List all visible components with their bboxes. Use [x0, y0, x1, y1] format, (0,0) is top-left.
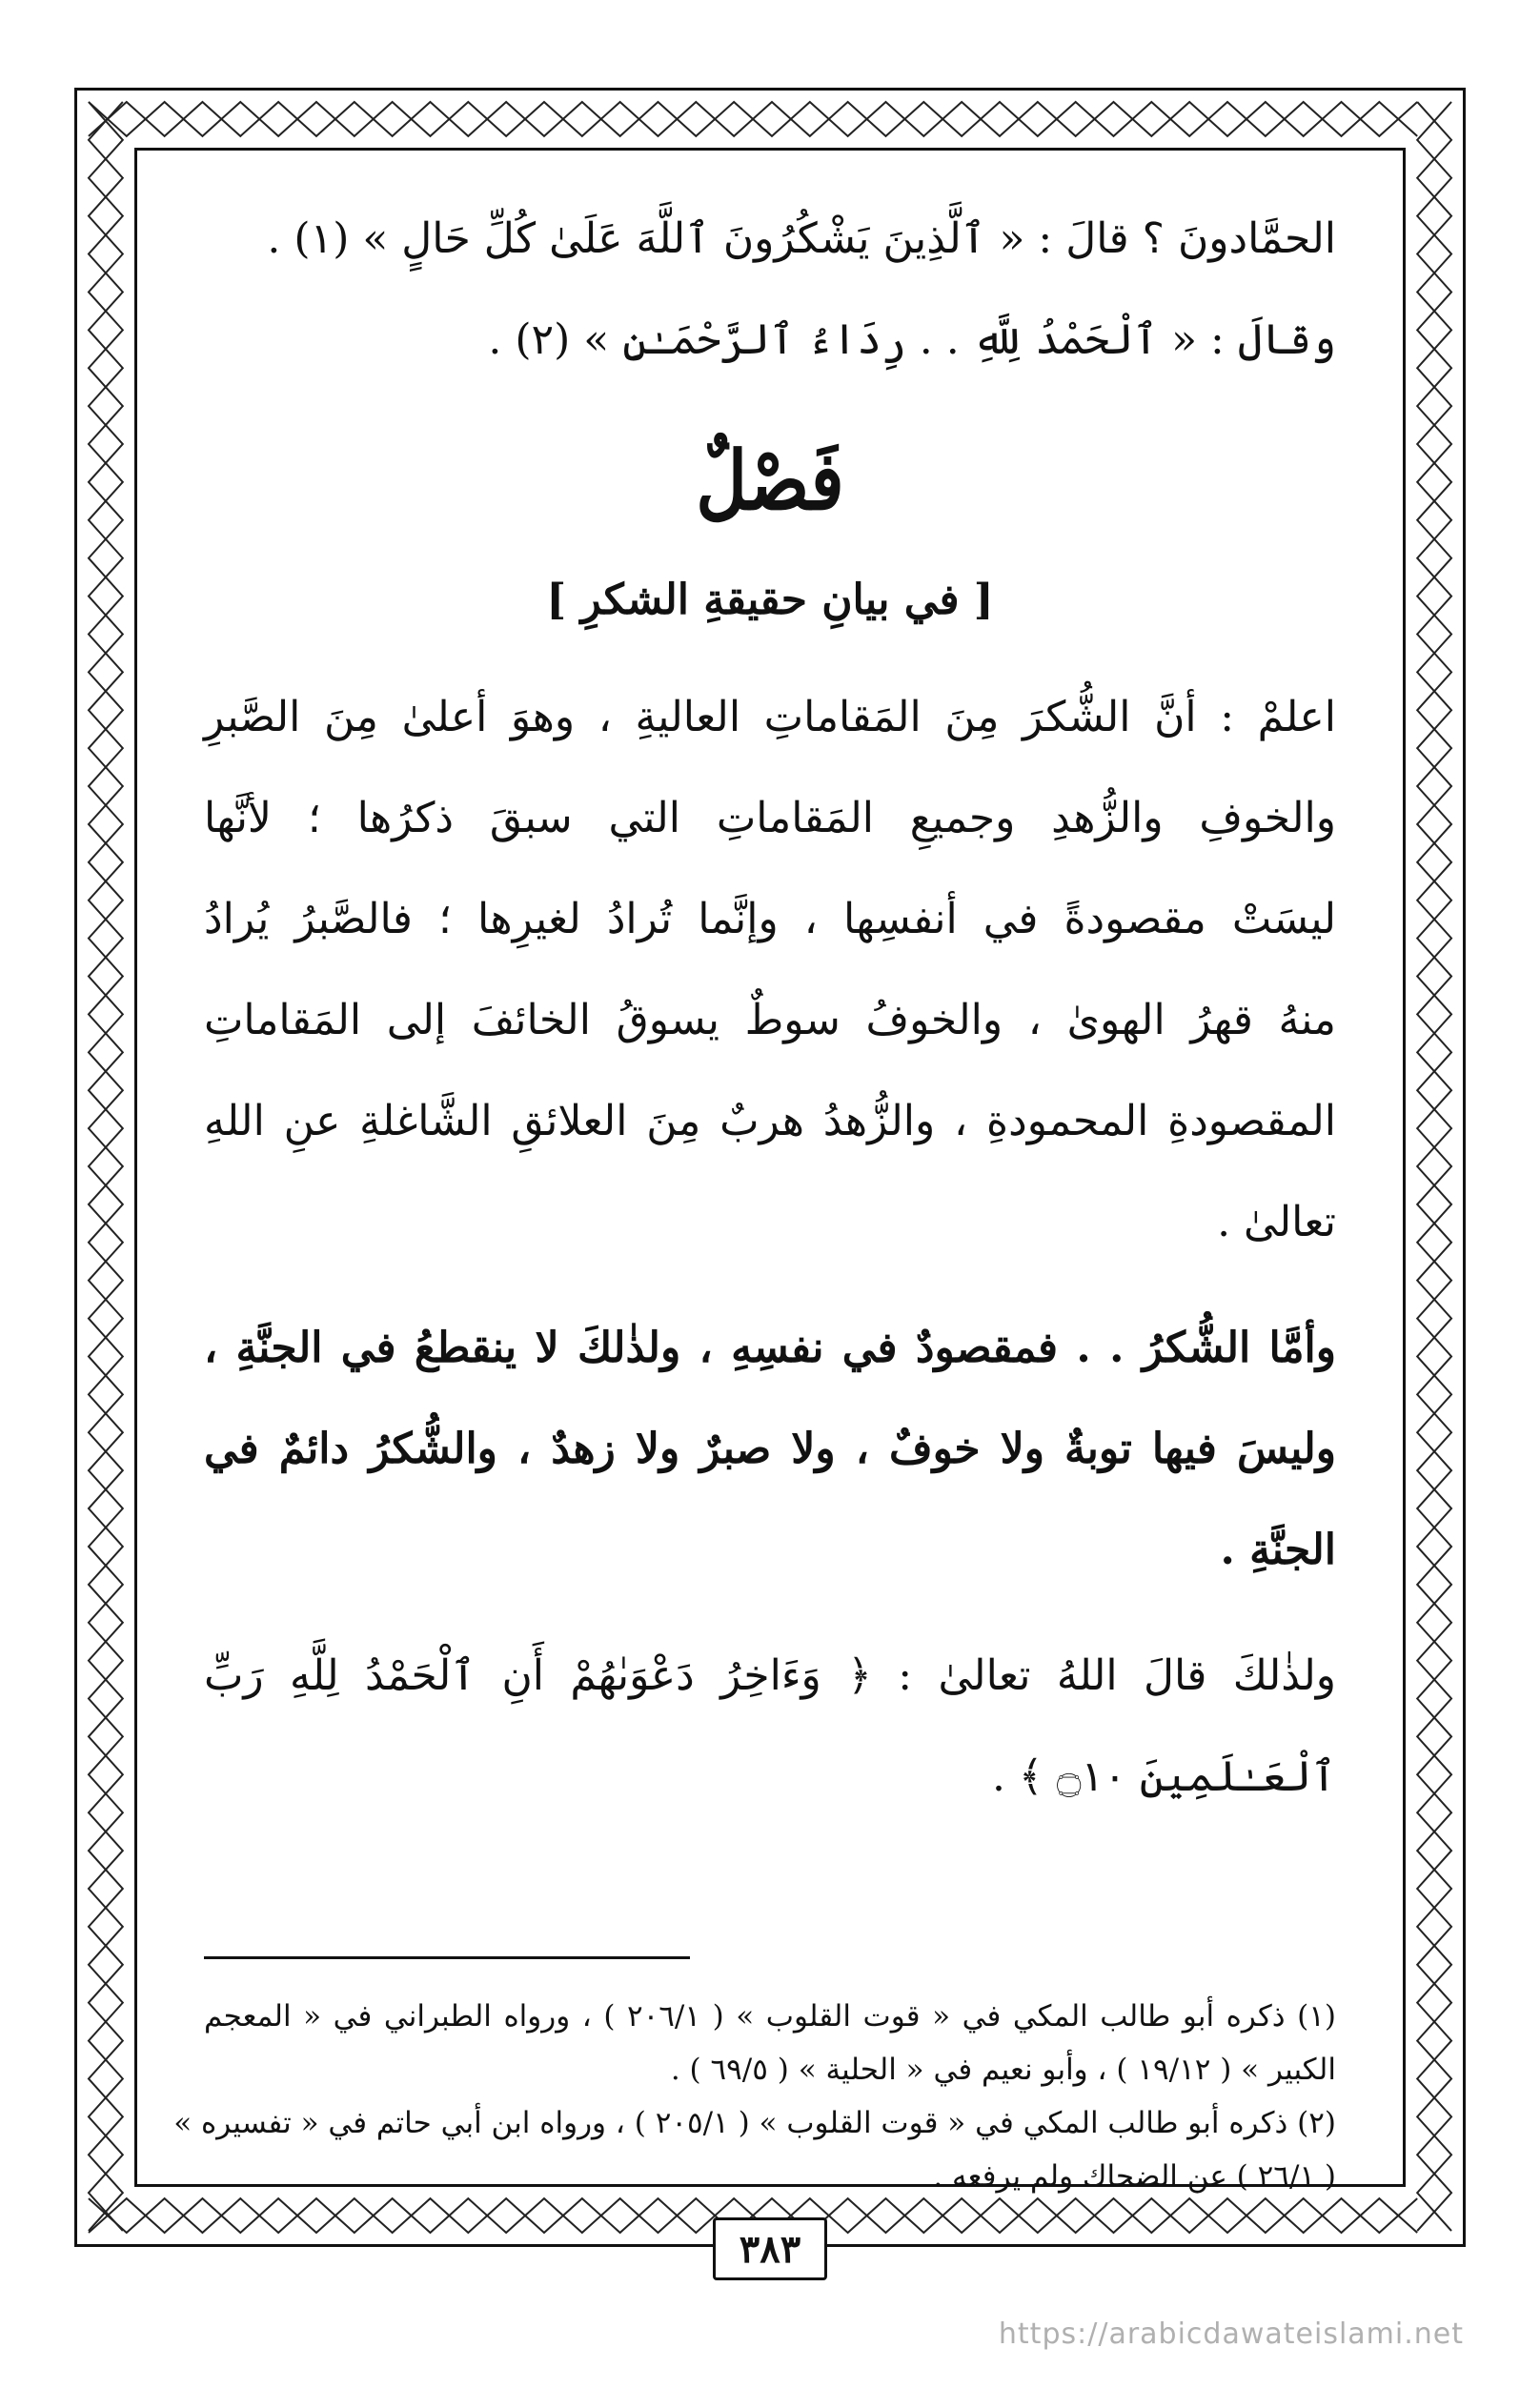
section-heading	[204, 410, 1336, 553]
text-panel	[134, 148, 1406, 2194]
paragraph-line: اعلمْ : أنَّ الشُّكرَ مِنَ المَقاماتِ العاليةِ ، وهوَ أعلىٰ مِنَ الصَّبرِ	[204, 693, 1336, 741]
paragraph-line: والخوفِ والزُّهدِ وجميعِ المَقاماتِ التي سبقَ ذكرُها ؛ لأنَّها	[204, 794, 1336, 842]
footnote-line: (٢) ذكره أبو طالب المكي في « قوت القلوب » ( ٢٠٥/١ ) ، ورواه ابن أبي حاتم في « تفسيره »	[173, 2106, 1336, 2140]
paragraph-3	[204, 1626, 1336, 1828]
quote-line-1: الحمَّادونَ ؟ قالَ : « ٱلَّذِينَ يَشْكُرُونَ ٱللَّهَ عَلَىٰ كُلِّ حَالٍ » (١) .	[267, 214, 1336, 263]
footnote-line: (١) ذكره أبو طالب المكي في « قوت القلوب » ( ٢٠٦/١ ) ، ورواه الطبراني في « المعجم	[204, 1999, 1336, 2034]
border-zigzag	[89, 102, 123, 2231]
footnote-divider	[204, 1956, 690, 1959]
paragraph-line: المقصودةِ المحمودةِ ، والزُّهدُ هربٌ مِنَ العلائقِ الشَّاغلةِ عنِ اللهِ	[204, 1097, 1336, 1145]
border-zigzag	[89, 102, 1417, 136]
page-number: ٣٨٣	[713, 2217, 827, 2280]
paragraph-line: منهُ قهرُ الهوىٰ ، والخوفُ سوطٌ يسوقُ الخائفَ إلى المَقاماتِ	[204, 996, 1336, 1044]
quote-line-2: وقالَ : « ٱلْحَمْدُ لِلَّهِ . . رِدَاءُ ٱلرَّحْمَـٰنِ » (٢) .	[488, 315, 1336, 364]
paragraph-line: ٱلْعَـٰلَمِينَ ۝١٠ ﴾ .	[991, 1752, 1336, 1801]
paragraph-2	[204, 1298, 1336, 1601]
paragraph-line: الجنَّةِ .	[1220, 1526, 1336, 1574]
paragraph-1	[204, 667, 1336, 1273]
border-zigzag	[89, 102, 123, 2231]
section-subheading: [ في بيانِ حقيقةِ الشكرِ ]	[546, 576, 994, 624]
page-content	[204, 189, 1336, 1852]
border-zigzag	[1417, 102, 1451, 2231]
footnote-line: الكبير » ( ١٩/١٢ ) ، وأبو نعيم في « الحلية » ( ٦٩/٥ ) .	[670, 2053, 1336, 2087]
paragraph-line: وأمَّا الشُّكرُ . . فمقصودٌ في نفسِهِ ، ولذٰلكَ لا ينقطعُ في الجنَّةِ ،	[204, 1324, 1336, 1372]
paragraph-line: وليسَ فيها توبةٌ ولا خوفٌ ، ولا صبرٌ ولا زهدٌ ، والشُّكرُ دائمٌ في	[204, 1425, 1336, 1473]
page-frame	[74, 88, 1466, 2272]
watermark-url: https://arabicdawateislami.net	[998, 2317, 1464, 2351]
paragraph-line: ولذٰلكَ قالَ اللهُ تعالىٰ : ﴿ وَءَاخِرُ دَعْوَىٰهُمْ أَنِ ٱلْحَمْدُ لِلَّهِ رَبِّ	[204, 1651, 1336, 1700]
border-zigzag	[1417, 102, 1451, 2231]
section-heading-text: فَصْلٌ	[696, 434, 844, 529]
paragraph-line: تعالىٰ .	[1217, 1198, 1336, 1246]
paragraph-line: ليسَتْ مقصودةً في أنفسِها ، وإنَّما تُرادُ لغيرِها ؛ فالصَّبرُ يُرادُ	[204, 895, 1336, 943]
footnotes	[173, 1990, 1336, 2203]
footnote-line: ( ٢٦/١ ) عن الضحاك ولم يرفعه .	[933, 2159, 1336, 2194]
